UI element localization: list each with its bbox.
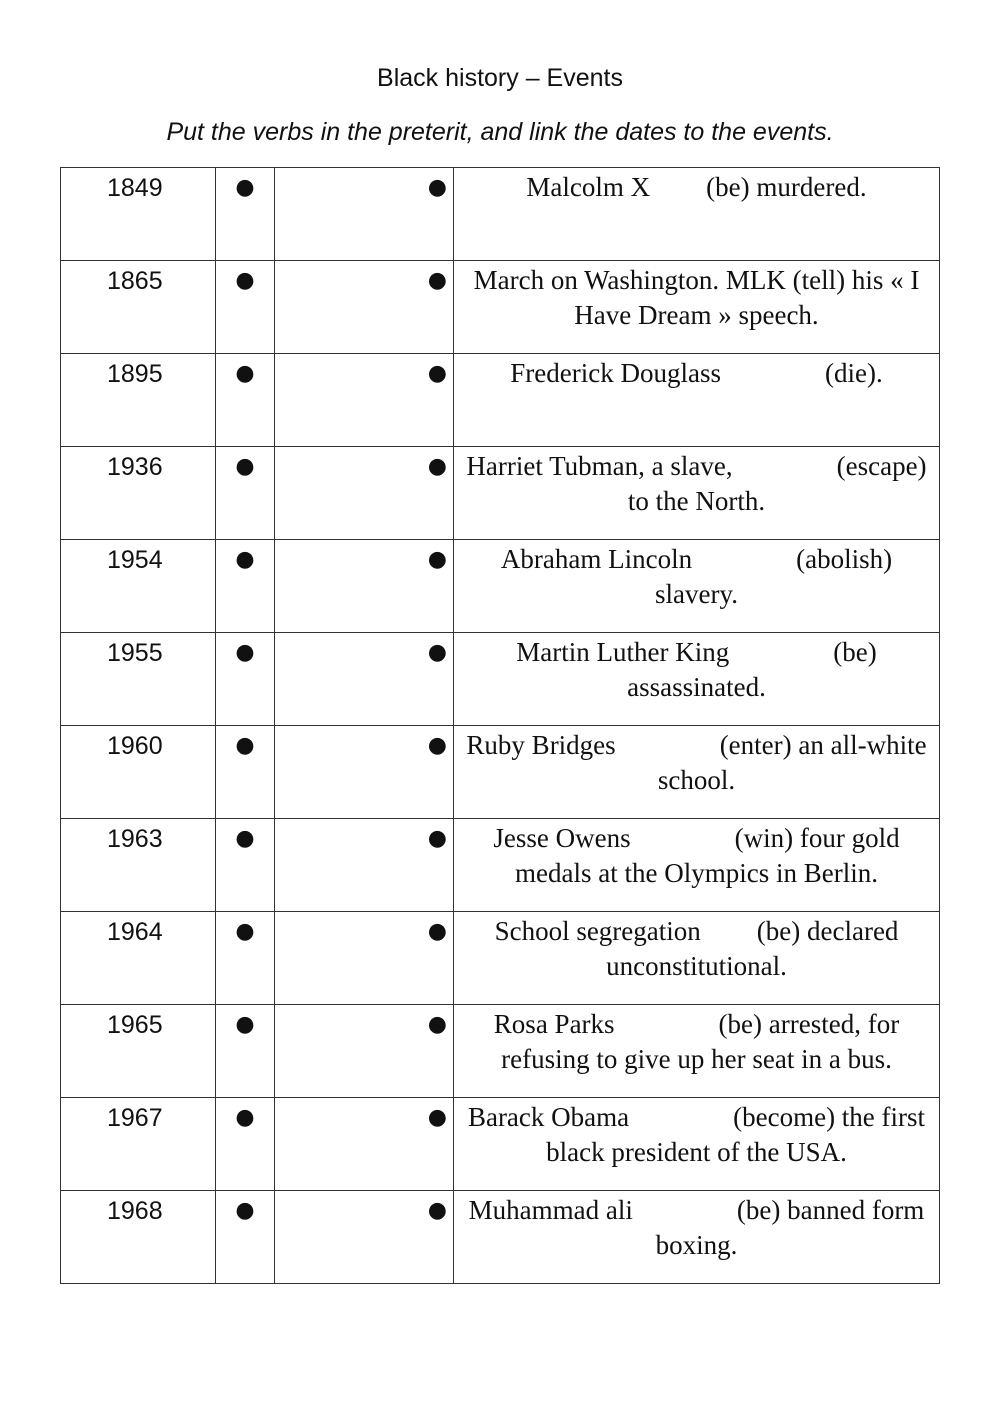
date-bullet-icon[interactable]: ● bbox=[216, 168, 275, 261]
event-predicate: March on Washington. MLK (tell) his « I Have Dream » speech. bbox=[473, 265, 920, 330]
event-predicate: (abolish) slavery. bbox=[655, 544, 893, 609]
event-cell bbox=[454, 168, 940, 261]
event-cell bbox=[454, 354, 940, 447]
event-bullet-icon[interactable]: ● bbox=[275, 354, 454, 447]
date-cell: 1936 bbox=[61, 447, 216, 540]
event-bullet-icon[interactable]: ● bbox=[275, 447, 454, 540]
date-bullet-icon[interactable]: ● bbox=[216, 447, 275, 540]
event-subject: Jesse Owens bbox=[493, 823, 631, 853]
event-bullet-icon[interactable]: ● bbox=[275, 540, 454, 633]
event-bullet-icon[interactable]: ● bbox=[275, 912, 454, 1005]
event-predicate: (be) assassinated. bbox=[627, 637, 877, 702]
event-bullet-icon[interactable]: ● bbox=[275, 819, 454, 912]
date-cell: 1865 bbox=[61, 261, 216, 354]
event-cell bbox=[454, 540, 940, 633]
event-subject: Barack Obama bbox=[467, 1102, 630, 1132]
table-row bbox=[61, 819, 940, 912]
date-cell: 1849 bbox=[61, 168, 216, 261]
date-bullet-icon[interactable]: ● bbox=[216, 1098, 275, 1191]
event-subject: Frederick Douglass bbox=[510, 358, 721, 388]
event-cell bbox=[454, 1005, 940, 1098]
date-bullet-icon[interactable]: ● bbox=[216, 1191, 275, 1284]
event-cell bbox=[454, 1191, 940, 1284]
event-predicate: (be) murdered. bbox=[706, 172, 867, 202]
event-subject: Abraham Lincoln bbox=[500, 544, 693, 574]
table-row bbox=[61, 168, 940, 261]
event-subject: Malcolm X bbox=[526, 172, 651, 202]
date-cell: 1895 bbox=[61, 354, 216, 447]
table-row bbox=[61, 540, 940, 633]
event-subject: School segregation bbox=[494, 916, 701, 946]
date-cell: 1963 bbox=[61, 819, 216, 912]
date-bullet-icon[interactable]: ● bbox=[216, 354, 275, 447]
table-row bbox=[61, 726, 940, 819]
date-cell: 1967 bbox=[61, 1098, 216, 1191]
event-predicate: (be) banned form boxing. bbox=[655, 1195, 925, 1260]
event-subject: Harriet Tubman, a slave, bbox=[466, 451, 733, 481]
date-bullet-icon[interactable]: ● bbox=[216, 1005, 275, 1098]
date-cell: 1960 bbox=[61, 726, 216, 819]
event-subject: Muhammad ali bbox=[468, 1195, 633, 1225]
matching-table bbox=[60, 167, 940, 1284]
worksheet-title: Black history – Events bbox=[377, 64, 623, 92]
date-cell: 1955 bbox=[61, 633, 216, 726]
event-cell bbox=[454, 261, 940, 354]
date-bullet-icon[interactable]: ● bbox=[216, 726, 275, 819]
date-bullet-icon[interactable]: ● bbox=[216, 633, 275, 726]
table-row bbox=[61, 1191, 940, 1284]
date-cell: 1965 bbox=[61, 1005, 216, 1098]
event-bullet-icon[interactable]: ● bbox=[275, 633, 454, 726]
event-bullet-icon[interactable]: ● bbox=[275, 1098, 454, 1191]
table-row bbox=[61, 354, 940, 447]
date-bullet-icon[interactable]: ● bbox=[216, 819, 275, 912]
event-bullet-icon[interactable]: ● bbox=[275, 261, 454, 354]
event-subject: Rosa Parks bbox=[493, 1009, 615, 1039]
date-cell: 1964 bbox=[61, 912, 216, 1005]
event-bullet-icon[interactable]: ● bbox=[275, 1005, 454, 1098]
table-row bbox=[61, 1005, 940, 1098]
event-predicate: (become) the first black president of the USA. bbox=[546, 1102, 926, 1167]
date-bullet-icon[interactable]: ● bbox=[216, 912, 275, 1005]
event-cell bbox=[454, 726, 940, 819]
event-cell bbox=[454, 447, 940, 540]
event-predicate: (be) declared unconstitutional. bbox=[606, 916, 899, 981]
event-predicate: (die). bbox=[824, 358, 883, 388]
event-predicate: (be) arrested, for refusing to give up her seat in a bus. bbox=[501, 1009, 900, 1074]
date-cell: 1954 bbox=[61, 540, 216, 633]
event-bullet-icon[interactable]: ● bbox=[275, 168, 454, 261]
date-bullet-icon[interactable]: ● bbox=[216, 540, 275, 633]
worksheet-instructions: Put the verbs in the preterit, and link the dates to the events. bbox=[166, 118, 834, 146]
event-predicate: (win) four gold medals at the Olympics in Berlin. bbox=[515, 823, 900, 888]
event-cell bbox=[454, 912, 940, 1005]
event-cell bbox=[454, 1098, 940, 1191]
table-row bbox=[61, 912, 940, 1005]
event-subject: Martin Luther King bbox=[516, 637, 730, 667]
table-row bbox=[61, 261, 940, 354]
event-cell bbox=[454, 819, 940, 912]
table-row bbox=[61, 633, 940, 726]
event-cell bbox=[454, 633, 940, 726]
table-row bbox=[61, 447, 940, 540]
table-row bbox=[61, 1098, 940, 1191]
date-cell: 1968 bbox=[61, 1191, 216, 1284]
event-bullet-icon[interactable]: ● bbox=[275, 1191, 454, 1284]
date-bullet-icon[interactable]: ● bbox=[216, 261, 275, 354]
event-bullet-icon[interactable]: ● bbox=[275, 726, 454, 819]
event-predicate: (enter) an all-white school. bbox=[657, 730, 927, 795]
event-subject: Ruby Bridges bbox=[466, 730, 616, 760]
event-predicate: (escape) to the North. bbox=[627, 451, 927, 516]
